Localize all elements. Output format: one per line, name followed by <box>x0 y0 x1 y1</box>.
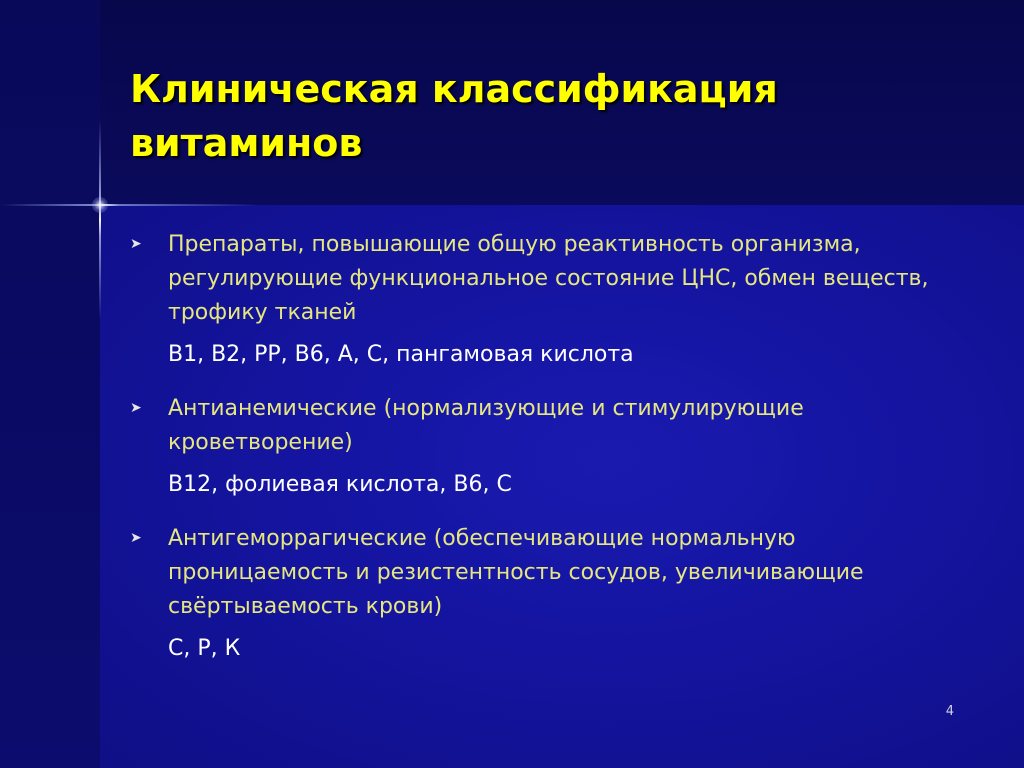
item-description: Антианемические (нормализующие и стимулирующие кроветворение) <box>168 396 804 455</box>
sparkle-horizontal-line <box>0 204 260 206</box>
arrow-bullet-icon: ➤ <box>130 400 142 416</box>
arrow-bullet-icon: ➤ <box>130 530 142 546</box>
bullet-list <box>130 228 970 686</box>
page-number: 4 <box>945 704 954 719</box>
item-vitamins: В12, фолиевая кислота, В6, С <box>168 472 512 497</box>
sparkle-vertical-line <box>99 120 101 320</box>
item-description: Антигеморрагические (обеспечивающие нормальную проницаемость и резистентность сосудов, увеличивающие свёртываемость крови) <box>168 526 864 619</box>
sparkle-star-icon <box>92 197 108 213</box>
item-description: Препараты, повышающие общую реактивность организма, регулирующие функциональное состояние ЦНС, обмен веществ, трофику тканей <box>168 232 929 325</box>
item-vitamins: В1, В2, РР, В6, А, С, пангамовая кислота <box>168 342 634 367</box>
background-left-band <box>0 0 100 768</box>
arrow-bullet-icon: ➤ <box>130 236 142 252</box>
slide-title: Клиническая классификация витаминов <box>130 67 778 165</box>
item-vitamins: С, Р, К <box>168 636 241 661</box>
list-item <box>130 392 970 502</box>
list-item <box>130 522 970 666</box>
list-item <box>130 228 970 372</box>
